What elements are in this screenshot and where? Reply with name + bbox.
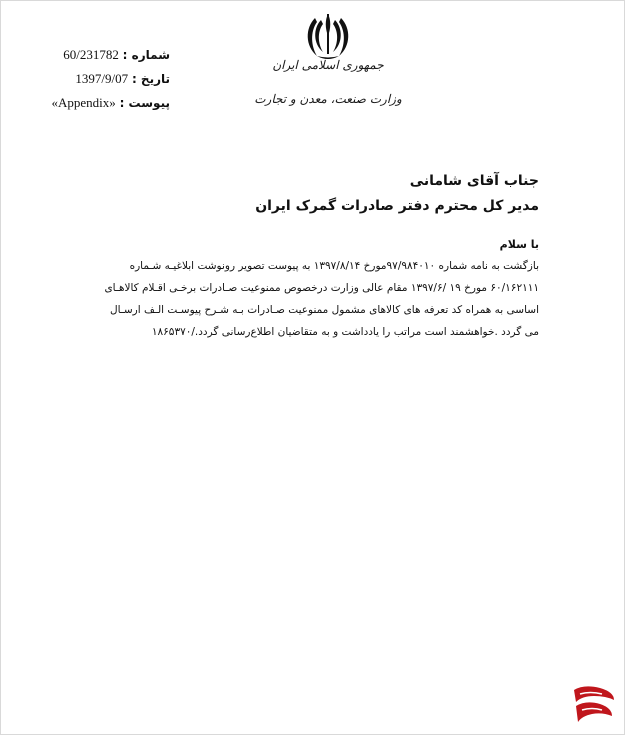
letter-body-line: اساسی به همراه کد تعرفه های کالاهای مشمول ممنوعیت صـادرات بـه شـرح پیوسـت الـف ارسـال (109, 304, 539, 316)
republic-title: جمهوری اسلامی ایران (272, 58, 384, 72)
letter-number-label: شماره : (122, 48, 170, 62)
letter-body-line: ۶۰/۱۶۲۱۱۱ مورخ ۱۹ /۱۳۹۷/۶ مقام عالی وزارت درخصوص ممنوعیت صـادرات برخـی اقـلام کالاهـای (104, 282, 539, 294)
letter-date-value: 1397/9/07 (75, 71, 129, 86)
letter-body-line: می گردد .خواهشمند است مراتب را یادداشت و به متقاضیان اطلاع‌رسانی گردد./۱۸۶۵۳۷۰ (151, 326, 539, 338)
letter-greeting: با سلام (499, 238, 539, 251)
recipient-title: مدیر کل محترم دفتر صادرات گمرک ایران (255, 198, 539, 214)
letter-number-value: 60/231782 (63, 47, 119, 62)
ministry-name: وزارت صنعت، معدن و تجارت (254, 92, 402, 106)
iran-emblem-icon (303, 10, 353, 62)
watermark-logo-icon (570, 682, 618, 726)
letter-date-label: تاریخ : (131, 72, 170, 86)
letter-attachment-value: «Appendix» (51, 95, 116, 110)
letter-date-row (75, 71, 170, 89)
letter-body (89, 255, 539, 343)
letter-attachment-row (51, 95, 170, 113)
letter-body-line: بازگشت به نامه شماره ۹۷/۹۸۴۰۱۰مورخ ۱۳۹۷/۸/۱۴ به پیوست تصویر رونوشت ابلاغیـه شـماره (129, 260, 539, 272)
letter-number-row (63, 47, 170, 65)
recipient-name: جناب آقای شامانی (409, 173, 539, 189)
letter-attachment-label: پیوست : (119, 96, 170, 110)
